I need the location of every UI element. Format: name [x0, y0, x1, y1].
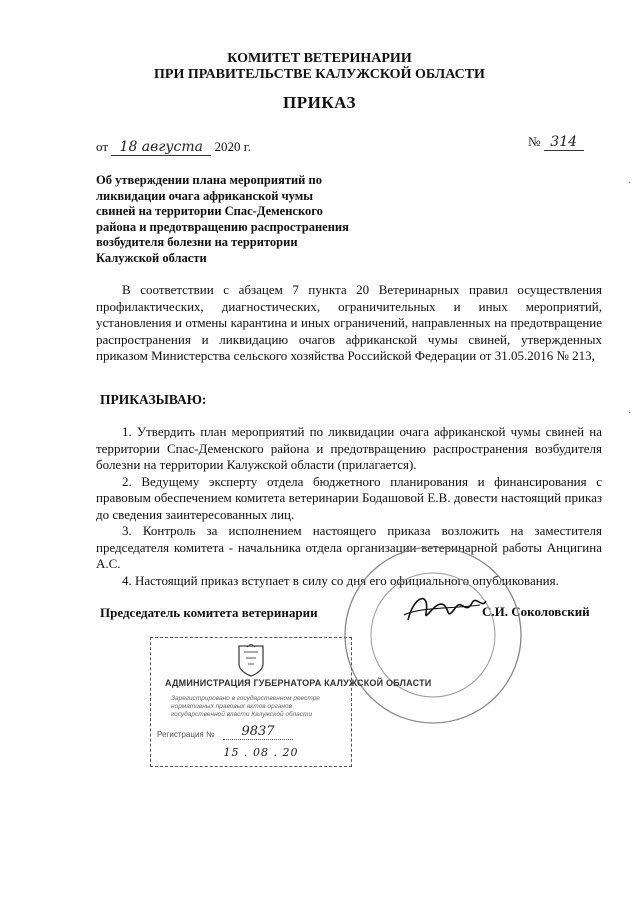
subject-line: возбудителя болезни на территории	[96, 235, 298, 250]
number-prefix: №	[528, 134, 541, 149]
stamp-reg-label: Регистрация №	[157, 730, 215, 739]
subject-line: Об утверждении плана мероприятий по	[96, 173, 322, 187]
order-item: 4. Настоящий приказ вступает в силу со дня его официального опубликования.	[122, 572, 559, 588]
signer-position: Председатель комитета ветеринарии	[100, 605, 318, 620]
stamp-org: АДМИНИСТРАЦИЯ ГУБЕРНАТОРА КАЛУЖСКОЙ ОБЛАСТИ	[165, 678, 432, 688]
coat-of-arms-icon	[237, 644, 265, 678]
date-handwritten: 18 августа	[111, 139, 211, 156]
order-item: 2. Ведущему эксперту отдела бюджетного планирования и финансирования с правовым обеспечением комитета ветеринарии Бодашовой Е.В. довести настоящий приказ до сведения заинтересованных лиц.	[96, 473, 602, 522]
order-word: ПРИКАЗЫВАЮ:	[100, 392, 207, 407]
preamble-text: В соответствии с абзацем 7 пункта 20 Ветеринарных правил осуществления профилактических, диагностических, ограничительных и иных мероприятий, установления и отмены карантина и иных ограничений, направленных на предотвращение распространения и ликвидацию очагов африканской чумы свиней, утвержденных приказом Министерства сельского хозяйства Российской Федерации от 31.05.2016 № 213,	[96, 282, 602, 363]
stamp-text: Зарегистрировано в государственном реестре нормативных правовых актов органов государственной власти Калужской области	[171, 695, 320, 718]
date-prefix: от	[96, 139, 109, 154]
subject-line: района и предотвращению распространения	[96, 219, 349, 234]
number-handwritten: 314	[544, 134, 584, 151]
order-item: 3. Контроль за исполнением настоящего приказа возложить на заместителя председателя комитета - начальника отдела организации ветеринарной работы Анцигина А.С.	[96, 523, 602, 571]
document-subject	[96, 173, 366, 267]
order-item: 1. Утвердить план мероприятий по ликвидации очага африканской чумы свиней на территории Спас-Деменского района и предотвращению распространения возбудителя болезни на территории Калужской области (прилагается).	[96, 424, 602, 472]
date-line	[96, 139, 251, 156]
stamp-reg-number: 9837	[223, 724, 293, 740]
subject-line: ликвидации очага африканской чумы	[96, 188, 314, 203]
handwritten-signature-icon	[400, 585, 490, 635]
subject-line: Калужской области	[96, 250, 207, 265]
org-name-line1: КОМИТЕТ ВЕТЕРИНАРИИ	[227, 51, 412, 66]
stamp-reg-date: 15 . 08 . 20	[223, 746, 299, 759]
signer-name: С.И. Соколовский	[482, 604, 590, 619]
scan-mark: ·	[628, 408, 632, 419]
subject-line: свиней на территории Спас-Деменского	[96, 204, 323, 219]
preamble	[96, 282, 602, 365]
registration-stamp	[150, 637, 432, 767]
document-title: ПРИКАЗ	[283, 93, 356, 112]
number-line	[528, 134, 584, 151]
org-name-line2: ПРИ ПРАВИТЕЛЬСТВЕ КАЛУЖСКОЙ ОБЛАСТИ	[154, 67, 485, 82]
scan-mark: ·	[628, 178, 632, 189]
date-year: 2020 г.	[214, 139, 251, 154]
round-seal-icon	[338, 540, 528, 730]
